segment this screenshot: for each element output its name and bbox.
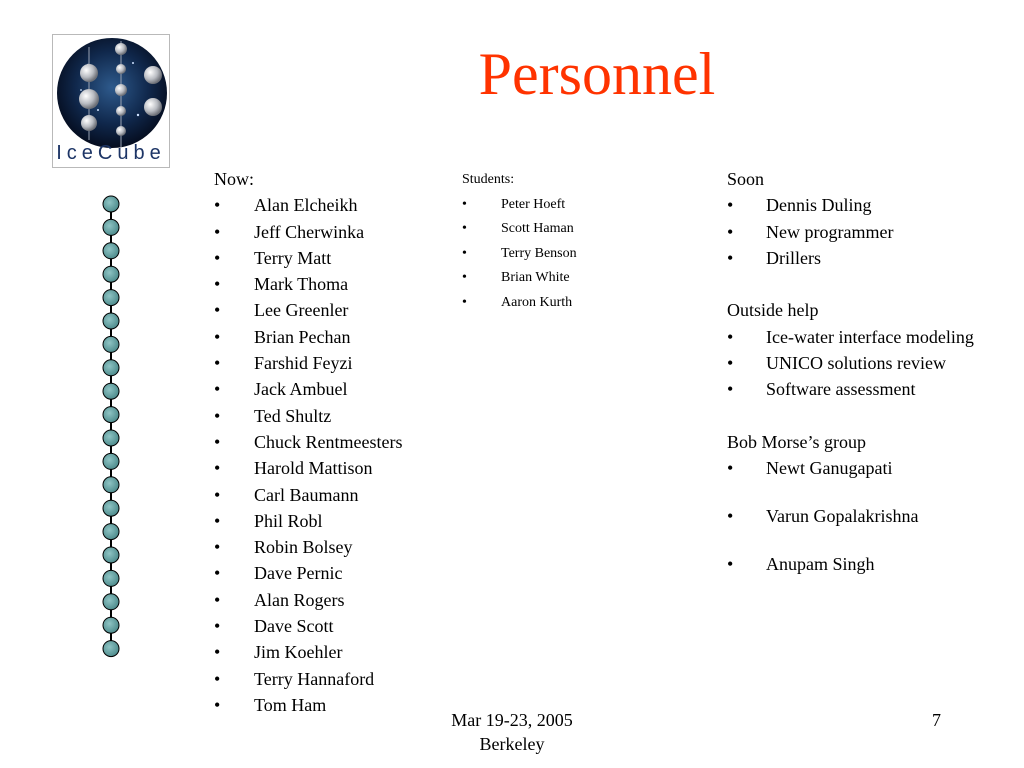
now-item <box>214 508 402 534</box>
now-item <box>214 692 402 718</box>
bullet-icon: • <box>214 537 221 558</box>
bullet-icon: • <box>214 616 221 637</box>
optical-module-icon <box>103 407 119 423</box>
student-item <box>462 266 577 291</box>
now-item <box>214 455 402 481</box>
bullet-icon: • <box>214 274 221 295</box>
student-item <box>462 242 577 267</box>
now-item-label: Robin Bolsey <box>254 537 353 558</box>
logo-text: IceCube <box>56 142 166 164</box>
now-item <box>214 639 402 665</box>
now-item <box>214 587 402 613</box>
page-number: 7 <box>932 710 941 730</box>
student-item <box>462 193 577 218</box>
students-heading: Students: <box>462 172 515 187</box>
bob-morse-item-label: Anupam Singh <box>766 553 875 574</box>
bullet-icon: • <box>214 589 221 610</box>
now-item-label: Tom Ham <box>254 694 327 715</box>
now-item <box>214 376 402 402</box>
bullet-icon: • <box>727 353 734 374</box>
bullet-icon: • <box>727 221 734 242</box>
outside-help-item-label: Software assessment <box>766 379 916 400</box>
bullet-icon: • <box>214 694 221 715</box>
outside-help-item <box>727 324 974 350</box>
soon-list <box>727 192 974 271</box>
now-item-label: Alan Rogers <box>254 589 345 610</box>
now-item <box>214 271 402 297</box>
now-item <box>214 429 402 455</box>
students-column <box>462 168 577 315</box>
bullet-icon: • <box>214 326 221 347</box>
now-item-label: Brian Pechan <box>254 326 351 347</box>
outside-help-heading: Outside help <box>727 300 819 321</box>
now-item-label: Dave Pernic <box>254 563 343 584</box>
bullet-icon: • <box>214 353 221 374</box>
bullet-icon: • <box>214 484 221 505</box>
now-item-label: Alan Elcheikh <box>254 195 358 216</box>
optical-module-icon <box>103 196 119 212</box>
now-heading: Now: <box>214 169 254 189</box>
optical-module-icon <box>103 360 119 376</box>
bullet-icon: • <box>214 458 221 479</box>
now-item-label: Mark Thoma <box>254 274 349 295</box>
bullet-icon: • <box>462 245 467 261</box>
soon-item-label: New programmer <box>766 221 894 242</box>
student-item <box>462 291 577 316</box>
optical-module-icon <box>103 641 119 657</box>
optical-module-icon <box>103 336 119 352</box>
now-item <box>214 245 402 271</box>
bullet-icon: • <box>727 553 734 574</box>
optical-module-icon <box>103 430 119 446</box>
bob-morse-item <box>727 551 974 577</box>
now-item-label: Phil Robl <box>254 510 323 531</box>
optical-module-icon <box>103 453 119 469</box>
soon-item-label: Dennis Duling <box>766 195 872 216</box>
now-item-label: Jack Ambuel <box>254 379 348 400</box>
bullet-icon: • <box>214 221 221 242</box>
footer-date-block <box>412 708 612 756</box>
bob-morse-heading: Bob Morse’s group <box>727 431 866 452</box>
bullet-icon: • <box>214 668 221 689</box>
footer-date: Mar 19-23, 2005 <box>451 710 573 730</box>
bullet-icon: • <box>214 431 221 452</box>
optical-module-icon <box>103 243 119 259</box>
now-item-label: Chuck Rentmeesters <box>254 431 403 452</box>
soon-item <box>727 192 974 218</box>
bullet-icon: • <box>214 300 221 321</box>
optical-module-icon <box>103 617 119 633</box>
bob-morse-section <box>727 429 974 577</box>
now-item <box>214 666 402 692</box>
optical-module-icon <box>103 594 119 610</box>
now-item <box>214 297 402 323</box>
now-item <box>214 560 402 586</box>
bullet-icon: • <box>462 294 467 310</box>
bob-morse-item-label: Varun Gopalakrishna <box>766 506 919 527</box>
now-item <box>214 482 402 508</box>
bullet-icon: • <box>727 326 734 347</box>
student-item-label: Terry Benson <box>501 245 577 261</box>
bullet-icon: • <box>214 563 221 584</box>
soon-item <box>727 245 974 271</box>
now-item-label: Terry Matt <box>254 247 332 268</box>
dom-string-icon <box>96 192 128 662</box>
student-item-label: Brian White <box>501 270 570 285</box>
bob-morse-item <box>727 455 974 481</box>
bullet-icon: • <box>727 379 734 400</box>
now-item-label: Jim Koehler <box>254 642 343 663</box>
now-item-label: Terry Hannaford <box>254 668 375 689</box>
now-item <box>214 219 402 245</box>
student-item-label: Peter Hoeft <box>501 196 566 212</box>
optical-module-icon <box>103 219 119 235</box>
outside-help-section <box>727 297 974 402</box>
now-item <box>214 613 402 639</box>
outside-help-item-label: Ice-water interface modeling <box>766 326 974 347</box>
now-item-label: Lee Greenler <box>254 300 349 321</box>
bullet-icon: • <box>462 221 467 236</box>
now-item <box>214 350 402 376</box>
student-item-label: Aaron Kurth <box>501 294 573 310</box>
optical-module-icon <box>103 500 119 516</box>
now-column <box>214 166 402 718</box>
bullet-icon: • <box>214 379 221 400</box>
bullet-icon: • <box>462 196 467 212</box>
bullet-icon: • <box>727 458 734 479</box>
now-item-label: Carl Baumann <box>254 484 359 505</box>
optical-module-icon <box>103 547 119 563</box>
now-item <box>214 324 402 350</box>
soon-section <box>727 166 974 271</box>
student-item-label: Scott Haman <box>501 221 574 236</box>
bullet-icon: • <box>727 506 734 527</box>
optical-module-icon <box>103 266 119 282</box>
outside-help-item <box>727 376 974 402</box>
soon-heading: Soon <box>727 169 765 189</box>
bullet-icon: • <box>214 510 221 531</box>
outside-help-list <box>727 324 974 403</box>
optical-module-icon <box>103 383 119 399</box>
now-item-label: Dave Scott <box>254 616 334 637</box>
bullet-icon: • <box>462 270 467 285</box>
optical-module-icon <box>103 290 119 306</box>
footer-place: Berkeley <box>479 734 545 754</box>
soon-item-label: Drillers <box>766 247 821 268</box>
outside-help-item-label: UNICO solutions review <box>766 353 946 374</box>
optical-module-icon <box>103 570 119 586</box>
optical-module-icon <box>103 524 119 540</box>
now-item <box>214 403 402 429</box>
soon-column <box>727 166 974 599</box>
bob-morse-item-label: Newt Ganugapati <box>766 458 893 479</box>
now-item-label: Ted Shultz <box>254 405 332 426</box>
bullet-icon: • <box>214 405 221 426</box>
now-item <box>214 192 402 218</box>
optical-module-icon <box>103 477 119 493</box>
bullet-icon: • <box>214 247 221 268</box>
page-title: Personnel <box>478 41 716 107</box>
bob-morse-list <box>727 455 974 577</box>
soon-item <box>727 219 974 245</box>
student-item <box>462 217 577 242</box>
now-list <box>214 192 402 718</box>
bullet-icon: • <box>727 247 734 268</box>
now-item-label: Farshid Feyzi <box>254 353 353 374</box>
bullet-icon: • <box>214 642 221 663</box>
now-item <box>214 534 402 560</box>
optical-module-icon <box>103 313 119 329</box>
bullet-icon: • <box>727 195 734 216</box>
now-item-label: Harold Mattison <box>254 458 373 479</box>
now-item-label: Jeff Cherwinka <box>254 221 365 242</box>
bob-morse-item <box>727 503 974 529</box>
outside-help-item <box>727 350 974 376</box>
students-list <box>462 193 577 316</box>
bullet-icon: • <box>214 195 221 216</box>
